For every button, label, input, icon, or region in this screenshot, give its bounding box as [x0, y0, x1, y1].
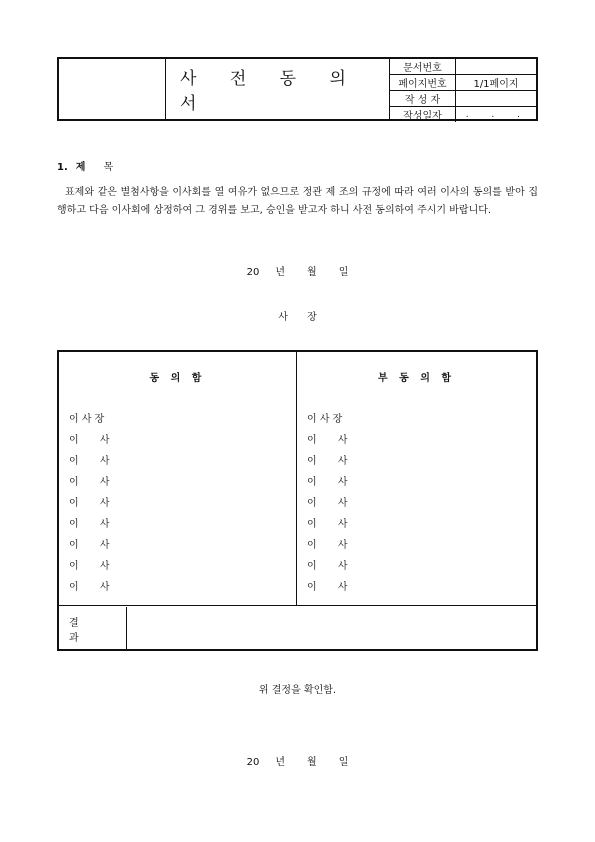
date-year-unit: 년 — [275, 757, 286, 768]
meta-value: 1/1페이지 — [473, 79, 519, 90]
signer-row: 이 사 — [307, 498, 348, 509]
agree-signer-list — [69, 410, 110, 599]
signer-row: 이 사 — [69, 540, 110, 551]
date-year: 20 — [246, 267, 260, 278]
result-row — [59, 607, 536, 651]
disagree-signer-list — [307, 410, 348, 599]
signer-row: 이 사 — [307, 519, 348, 530]
section-label-second: 목 — [103, 162, 114, 173]
signer-row: 이 사 — [69, 519, 110, 530]
agree-column — [59, 352, 297, 605]
document-meta-table — [390, 59, 536, 122]
agree-heading: 동 의 함 — [149, 373, 206, 384]
meta-label: 작성일자 — [390, 107, 456, 122]
signer-row: 이 사 — [307, 456, 348, 467]
section-number: 1. — [57, 162, 68, 173]
signer-row: 이 사 — [69, 456, 110, 467]
meta-label: 페이지번호 — [390, 75, 456, 90]
date-year: 20 — [246, 757, 260, 768]
meta-row-doc-number — [390, 59, 536, 75]
meta-row-date — [390, 107, 536, 122]
date-day-unit: 일 — [338, 267, 349, 278]
signer-row: 이 사 — [307, 435, 348, 446]
date-month-unit: 월 — [307, 267, 317, 278]
meta-row-page-number — [390, 75, 536, 91]
result-label: 결 과 — [59, 607, 127, 651]
document-header — [57, 57, 538, 121]
meta-value — [456, 91, 536, 106]
meta-row-author — [390, 91, 536, 107]
meta-value — [456, 59, 536, 74]
signer-row: 이 사 — [307, 477, 348, 488]
signer-row: 이 사 — [307, 582, 348, 593]
header-blank-cell — [59, 59, 166, 119]
signer-row: 이 사 — [69, 582, 110, 593]
meta-label: 작 성 자 — [390, 91, 456, 106]
document-title: 사 전 동 의 서 — [166, 59, 390, 119]
signer-row: 이 사 — [69, 561, 110, 572]
date-month-unit: 월 — [307, 757, 317, 768]
disagree-heading: 부 동 의 함 — [377, 373, 456, 384]
consent-table — [57, 350, 538, 651]
section-heading — [57, 158, 113, 173]
sender-title: 사 장 — [278, 312, 317, 323]
result-value-field[interactable] — [127, 607, 536, 651]
signer-row: 이 사 — [69, 435, 110, 446]
meta-label: 문서번호 — [390, 59, 456, 74]
date-line-bottom — [0, 753, 595, 768]
section-body: 표제와 같은 별첨사항을 이사회를 열 여유가 없으므로 정관 제 조의 규정에 따라 여러 이사의 동의를 받아 집행하고 다음 이사회에 상정하여 그 경위를 보고, 승인을 받고자 하니 사전 동의하여 주시기 바랍니다. — [57, 187, 538, 216]
signer-row: 이 사 장 — [307, 414, 343, 425]
date-day-unit: 일 — [338, 757, 349, 768]
consent-columns — [59, 352, 536, 606]
date-line-top — [0, 263, 595, 278]
meta-value: . . . — [465, 109, 530, 120]
section-label-first: 제 — [75, 162, 86, 173]
signer-row: 이 사 — [307, 561, 348, 572]
signer-row: 이 사 — [69, 498, 110, 509]
signer-row: 이 사 — [307, 540, 348, 551]
signer-row: 이 사 — [69, 477, 110, 488]
confirm-statement: 위 결정을 확인함. — [258, 685, 337, 696]
signer-row: 이 사 장 — [69, 414, 105, 425]
date-year-unit: 년 — [275, 267, 286, 278]
disagree-column — [297, 352, 536, 605]
